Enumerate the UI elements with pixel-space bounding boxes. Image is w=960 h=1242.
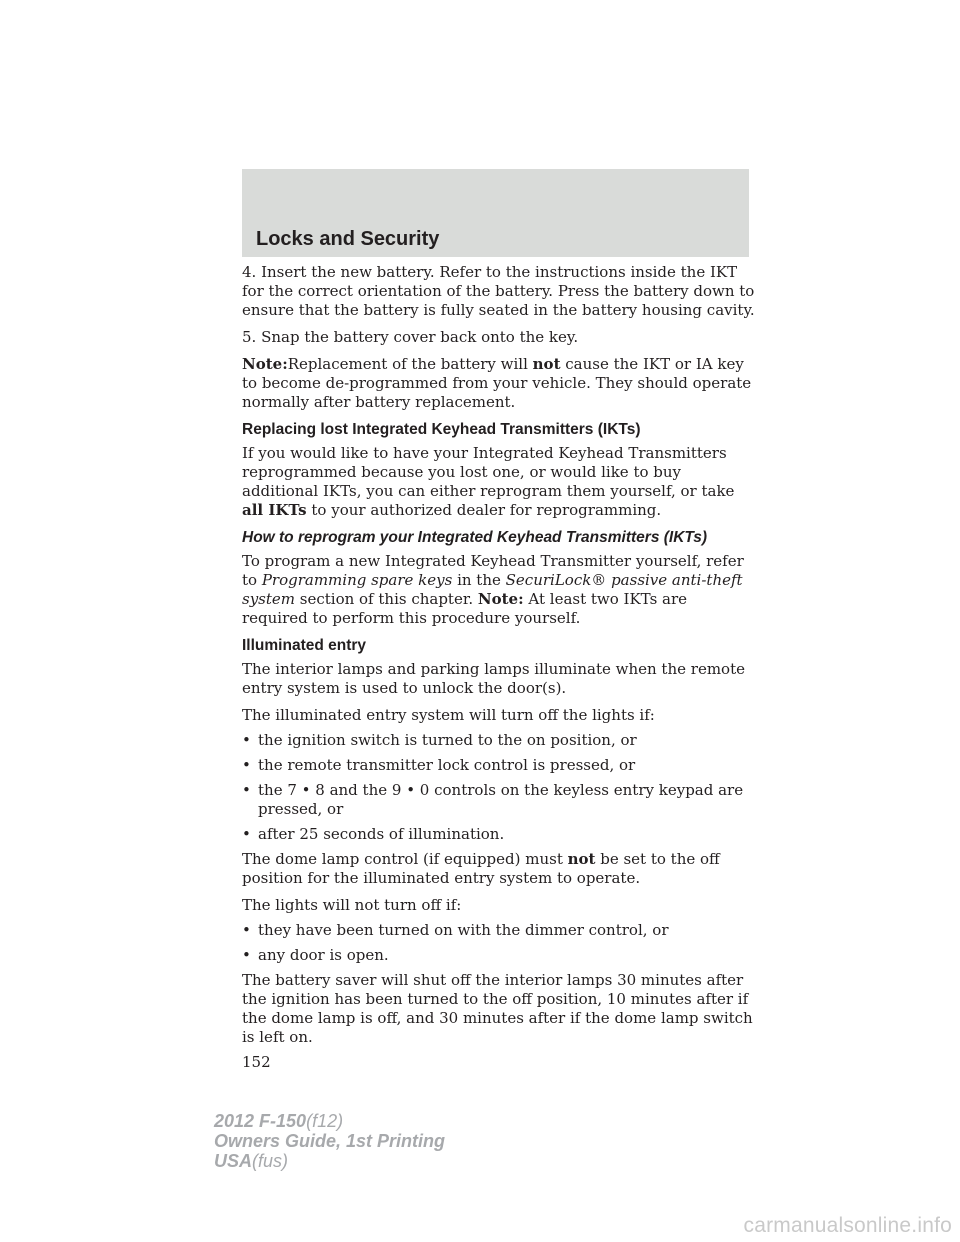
footer-model: 2012 F-150 [214,1111,307,1131]
print-footer [214,1111,445,1171]
list-item [242,731,756,750]
paragraph-text: be set to the off position for the illuminated entry system to operate. [242,850,720,887]
section-header-bar [242,169,749,257]
bullet-icon: • [242,731,251,749]
lights-stay-on-list [242,921,756,965]
note-text: cause the IKT or IA key to become de-programmed from your vehicle. They should operate normally after battery replacement. [242,355,752,411]
heading-illuminated-entry: Illuminated entry [242,637,367,654]
paragraph-text: At least two IKTs are required to perform this procedure yourself. [242,590,688,627]
reference-securilock: SecuriLock® passive anti-theft system [242,571,743,608]
note-label: Note: [477,590,524,608]
footer-market-code: (fus) [252,1151,289,1171]
page-number: 152 [242,1053,271,1071]
emphasis-not: not [567,850,596,868]
list-item [242,946,756,965]
paragraph-text: If you would like to have your Integrated Keyhead Transmitters reprogrammed because you lost one, or would like to buy additional IKTs, you can either reprogram them yourself, or take [242,444,735,500]
list-item [242,756,756,775]
bullet-icon: • [242,781,251,799]
list-item-text: they have been turned on with the dimmer control, or [258,921,669,939]
lights-stay-on-intro: The lights will not turn off if: [242,896,462,914]
reprogram-paragraph [242,552,756,628]
heading-replacing-lost-ikts: Replacing lost Integrated Keyhead Transmitters (IKTs) [242,421,641,438]
emphasis-all-ikts: all IKTs [242,501,307,519]
paragraph-text: section of this chapter. [295,590,478,608]
list-item-text: the 7 • 8 and the 9 • 0 controls on the keyless entry keypad are pressed, or [258,781,744,818]
emphasis-not: not [532,355,561,373]
battery-note-paragraph [242,355,756,412]
footer-line-2: Owners Guide, 1st Printing [214,1131,446,1151]
bullet-icon: • [242,756,251,774]
footer-market: USA [214,1151,253,1171]
dome-lamp-paragraph [242,850,756,888]
replacing-paragraph [242,444,756,520]
footer-model-code: (f12) [306,1111,344,1131]
page-content [242,263,756,1072]
list-item-text: the remote transmitter lock control is pressed, or [258,756,636,774]
paragraph-text: The dome lamp control (if equipped) must [242,850,568,868]
list-item [242,781,756,819]
list-item-text: any door is open. [258,946,389,964]
paragraph-text: To program a new Integrated Keyhead Transmitter yourself, refer to [242,552,744,589]
paragraph-text: in the [452,571,506,589]
heading-how-to-reprogram: How to reprogram your Integrated Keyhead Transmitters (IKTs) [242,529,708,546]
turn-off-conditions-intro: The illuminated entry system will turn off the lights if: [242,706,655,724]
illuminated-entry-paragraph: The interior lamps and parking lamps illuminate when the remote entry system is used to unlock the door(s). [242,660,745,697]
turn-off-conditions-list [242,731,756,844]
list-item-text: the ignition switch is turned to the on position, or [258,731,637,749]
list-item [242,825,756,844]
section-title: Locks and Security [256,228,440,250]
reference-programming-spare-keys: Programming spare keys [261,571,453,589]
step-4-paragraph: 4. Insert the new battery. Refer to the instructions inside the IKT for the correct orientation of the battery. Press the battery down to ensure that the battery is fully seated in the battery housing cavity. [242,263,755,319]
note-text: Replacement of the battery will [287,355,533,373]
watermark: carmanualsonline.info [743,1214,952,1237]
step-5-paragraph: 5. Snap the battery cover back onto the key. [242,328,579,346]
list-item [242,921,756,940]
bullet-icon: • [242,946,251,964]
bullet-icon: • [242,825,251,843]
footer-line-1 [214,1111,445,1131]
note-label: Note: [242,355,288,373]
bullet-icon: • [242,921,251,939]
battery-saver-paragraph: The battery saver will shut off the interior lamps 30 minutes after the ignition has been turned to the off position, 10 minutes after if the dome lamp is off, and 30 minutes after if the dome lamp switch is left on. [242,971,753,1046]
paragraph-text: to your authorized dealer for reprogramming. [306,501,662,519]
footer-line-3 [214,1151,445,1171]
list-item-text: after 25 seconds of illumination. [258,825,505,843]
